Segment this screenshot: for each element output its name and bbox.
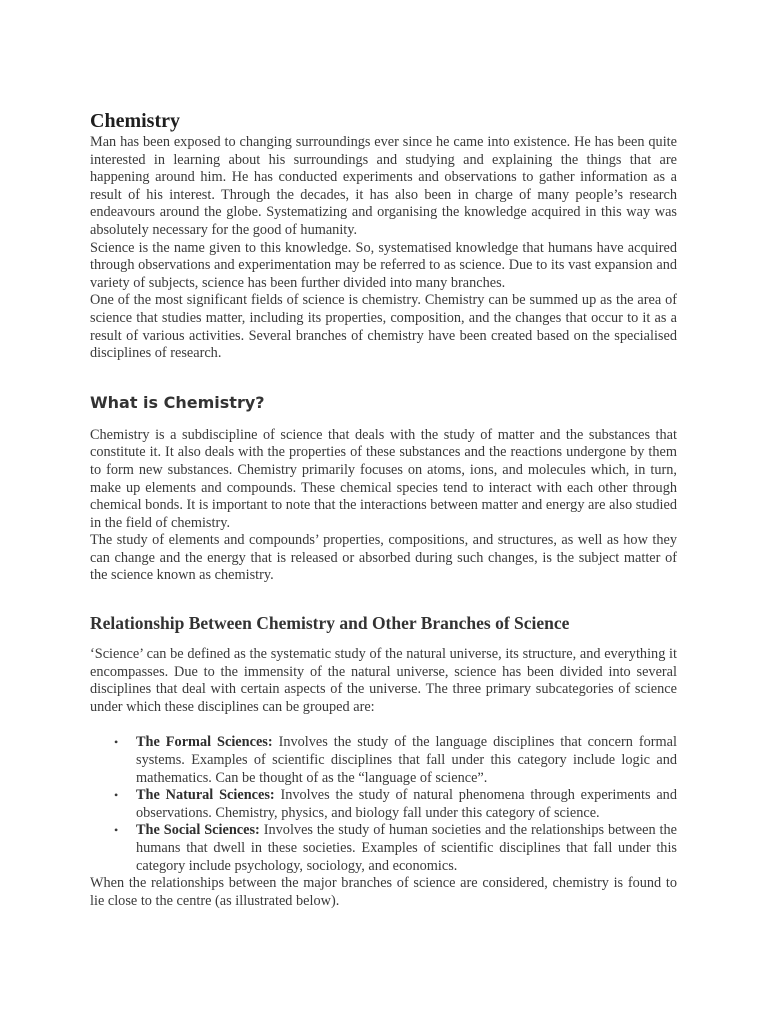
bullet-icon: •: [114, 788, 119, 803]
list-item-text: Involves the study of the language disciplines that concern formal systems. Examples of scientific disciplines that fall under this category include logic and mathematics. Can be thought of as the “language of science”.: [136, 734, 677, 786]
what-is-paragraph-1: Chemistry is a subdiscipline of science that deals with the study of matter and the substances that constitute it. It also deals with the properties of these substances and the reactions undergone by them to form new substances. Chemistry primarily focuses on atoms, ions, and molecules which, in turn, make up elements and compounds. These chemical species tend to interact with each other through chemical bonds. It is important to note that the interactions between matter and energy are also studied in the field of chemistry.: [90, 426, 677, 531]
section-heading-relationship: Relationship Between Chemistry and Other Branches of Science: [90, 613, 570, 634]
bullet-icon: •: [114, 735, 119, 750]
intro-paragraph-1: Man has been exposed to changing surroundings ever since he came into existence. He has been quite interested in learning about his surroundings and studying and explaining the things that are happening around him. He has conducted experiments and observations to gather information as a result of his interest. Through the decades, it has also been in charge of many people’s research endeavours around the globe. Systematizing and organising the knowledge acquired in this way was absolutely necessary for the good of humanity.: [90, 134, 677, 238]
list-item-term: The Natural Sciences:: [136, 787, 275, 804]
list-item-formal-sciences: [114, 734, 677, 787]
bullet-icon: •: [114, 823, 119, 838]
list-item-term: The Social Sciences:: [136, 822, 260, 839]
intro-paragraph-3: One of the most significant fields of science is chemistry. Chemistry can be summed up as the area of science that studies matter, including its properties, composition, and the changes that occur to it as a result of various activities. Several branches of chemistry have been created based on the specialised disciplines of research.: [90, 292, 677, 362]
list-item-text: Involves the study of natural phenomena through experiments and observations. Chemistry, physics, and biology fall under this category of science.: [136, 787, 677, 821]
page-title: Chemistry: [90, 110, 180, 132]
intro-paragraph-2: Science is the name given to this knowledge. So, systematised knowledge that humans have acquired through observations and experimentation may be referred to as science. Due to its vast expansion and variety of subjects, science has been further divided into many branches.: [90, 239, 677, 291]
list-item-term: The Formal Sciences:: [136, 734, 273, 751]
section-heading-what-is-chemistry: What is Chemistry?: [90, 392, 265, 412]
what-is-paragraph-2: The study of elements and compounds’ properties, compositions, and structures, as well as how they can change and the energy that is released or absorbed during such changes, is the subject matter of the science known as chemistry.: [90, 532, 677, 584]
list-item-text: Involves the study of human societies and the relationships between the humans that dwell in these societies. Examples of scientific disciplines that fall under this category include psychology, sociology, and economics.: [136, 822, 677, 874]
list-item-natural-sciences: [114, 787, 677, 822]
document-page: [90, 108, 677, 910]
relationship-paragraph: ‘Science’ can be defined as the systematic study of the natural universe, its structure, and everything it encompasses. Due to the immensity of the natural universe, science has been divided into several disciplines that deal with certain aspects of the universe. The three primary subcategories of science under which these disciplines can be grouped are:: [90, 646, 677, 715]
closing-paragraph: When the relationships between the major branches of science are considered, chemistry is found to lie close to the centre (as illustrated below).: [90, 875, 677, 909]
list-item-social-sciences: [114, 822, 677, 875]
science-categories-list: [90, 734, 677, 875]
